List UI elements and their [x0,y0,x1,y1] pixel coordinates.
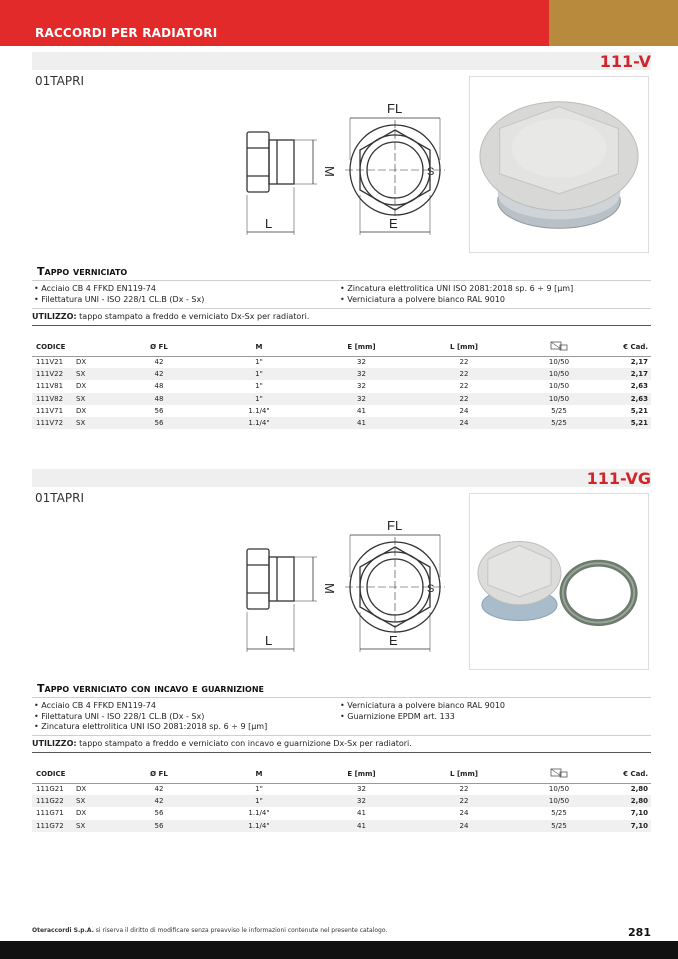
cell-price: 5,21 [599,417,651,429]
cell-e: 41 [357,809,366,818]
cell-pack: 10/50 [548,358,570,367]
cell-e: 32 [314,795,409,807]
label-l: L [265,633,273,648]
product-title: Tappo verniciato [37,265,128,278]
side-value: SX [76,419,86,428]
col-l: L [mm] [409,765,519,783]
cell-m: 1" [255,382,263,391]
table-body [32,356,651,429]
technical-drawing [235,100,450,235]
cell-codice [32,405,114,417]
label-e: E [389,216,398,231]
table-row [32,820,651,832]
code-value: 111G72 [36,821,64,830]
page-number: 281 [628,926,651,939]
col-m: M [204,338,314,356]
cell-fl: 48 [114,393,204,405]
side-value: DX [76,358,87,367]
cell-e: 32 [357,382,366,391]
top-banner [0,0,678,46]
side-value: DX [76,382,87,391]
divider [32,752,651,753]
table-row [32,783,651,795]
section-band [32,469,651,487]
cell-pack: 5/25 [551,406,567,415]
cell-fl: 42 [114,368,204,380]
divider [32,308,651,309]
usage-label: UTILIZZO: [32,739,77,748]
cell-pack: 5/25 [519,820,599,832]
label-s: S [427,583,435,595]
spec-item: • Filettatura UNI - ISO 228/1 CL.B (Dx - Sx) [34,711,205,721]
spec-item: • Acciaio CB 4 FFKD EN119-74 [34,284,156,293]
table-header [32,765,651,783]
cell-pack: 5/25 [519,417,599,429]
cell-l: 22 [409,368,519,380]
cell-pack: 10/50 [548,785,570,794]
divider [32,280,651,281]
cell-m: 1.1/4" [248,406,270,415]
cell-l: 22 [409,393,519,405]
cell-l: 22 [459,382,469,391]
technical-drawing [235,517,450,652]
table-row [32,795,651,807]
spec-item: • Verniciatura a polvere bianco RAL 9010 [340,294,505,304]
cell-price: 2,17 [630,358,648,367]
cell-codice [32,356,114,368]
code-value: 111G21 [36,785,64,794]
col-e: E [mm] [314,765,409,783]
col-fl: Ø FL [114,765,204,783]
col-l: L [mm] [409,338,519,356]
label-m: M [322,583,337,594]
cell-codice [32,368,114,380]
label-fl: FL [387,101,403,116]
cell-price: 2,63 [599,393,651,405]
label-s: S [427,166,435,178]
cell-e: 32 [357,358,366,367]
divider [32,697,651,698]
footer-disclaimer [32,927,387,934]
cell-price: 2,80 [599,795,651,807]
cell-codice [32,795,114,807]
code-value: 111V82 [36,394,64,403]
cell-codice [32,820,114,832]
col-fl: Ø FL [114,338,204,356]
code-value: 111G71 [36,809,64,818]
cell-codice [32,783,114,795]
section-band [32,52,651,70]
cell-price: 2,63 [630,382,648,391]
cell-e: 41 [314,417,409,429]
cell-m: 1" [204,393,314,405]
col-e: E [mm] [314,338,409,356]
cell-m: 1.1/4" [204,820,314,832]
cell-fl: 56 [154,406,164,415]
table-row [32,807,651,819]
col-price: € Cad. [599,765,651,783]
cell-codice [32,807,114,819]
col-price: € Cad. [599,338,651,356]
col-m: M [204,765,314,783]
code-value: 111V71 [36,406,64,415]
cell-price: 2,17 [599,368,651,380]
cell-pack: 10/50 [548,382,570,391]
cell-l: 22 [459,785,469,794]
product-code: 111-V [599,52,651,71]
side-value: DX [76,809,87,818]
cell-l: 24 [409,820,519,832]
banner-gold [549,0,678,46]
table-row [32,393,651,405]
cell-codice [32,417,114,429]
usage-note [32,312,309,321]
label-l: L [265,216,273,231]
cell-pack: 10/50 [519,393,599,405]
spec-list [32,284,651,308]
cell-pack: 10/50 [519,795,599,807]
usage-text: tappo stampato a freddo e verniciato con incavo e guarnizione Dx-Sx per radiatori. [76,739,412,748]
label-fl: FL [387,518,403,533]
spec-item: • Zincatura elettrolitica UNI ISO 2081:2018 sp. 6 ÷ 9 [μm] [340,284,574,293]
table-row [32,356,651,368]
cell-pack: 5/25 [551,809,567,818]
col-codice: CODICE [32,765,114,783]
bottom-bar [0,941,678,959]
cell-m: 1.1/4" [248,809,270,818]
cell-e: 41 [357,406,366,415]
table-row [32,368,651,380]
cell-price: 5,21 [630,406,648,415]
cell-m: 1" [204,795,314,807]
product-family: 01TAPRI [35,74,84,88]
cell-l: 24 [409,417,519,429]
cell-e: 32 [314,393,409,405]
side-value: SX [76,821,86,830]
packaging-icon [519,338,599,356]
cell-price: 7,10 [599,820,651,832]
side-value: DX [76,406,87,415]
usage-text: tappo stampato a freddo e verniciato Dx-Sx per radiatori. [76,312,310,321]
cell-l: 24 [459,406,469,415]
code-value: 111V81 [36,382,64,391]
cell-pack: 10/50 [519,368,599,380]
footer-company: Oteraccordi S.p.A. [32,927,94,934]
spec-item: • Verniciatura a polvere bianco RAL 9010 [340,701,505,710]
cell-l: 22 [459,358,469,367]
table-header [32,338,651,356]
cell-fl: 56 [154,809,164,818]
spec-list [32,701,651,734]
cell-m: 1.1/4" [204,417,314,429]
code-value: 111V22 [36,370,64,379]
table-row [32,380,651,392]
side-value: SX [76,370,86,379]
cell-m: 1" [204,368,314,380]
cell-price: 7,10 [630,809,648,818]
col-codice: CODICE [32,338,114,356]
label-m: M [322,166,337,177]
table-row [32,405,651,417]
product-title: Tappo verniciato con incavo e guarnizione [37,682,264,695]
cell-m: 1" [255,785,263,794]
cell-codice [32,380,114,392]
price-table [32,765,651,832]
side-value: SX [76,394,86,403]
product-code: 111-VG [586,469,651,488]
table-body [32,783,651,832]
banner-title: RACCORDI PER RADIATORI [35,26,218,40]
side-value: SX [76,797,86,806]
usage-label: UTILIZZO: [32,312,77,321]
cell-e: 32 [357,785,366,794]
cell-fl: 42 [154,785,164,794]
cell-codice [32,393,114,405]
code-value: 111V21 [36,358,64,367]
cell-e: 41 [314,820,409,832]
cell-fl: 42 [154,358,164,367]
cell-e: 32 [314,368,409,380]
side-value: DX [76,785,87,794]
product-photo [469,76,649,253]
spec-item: • Zincatura elettrolitica UNI ISO 2081:2018 sp. 6 ÷ 9 [μm] [34,722,268,731]
code-value: 111V72 [36,419,64,428]
cell-fl: 42 [114,795,204,807]
spec-item: • Filettatura UNI - ISO 228/1 CL.B (Dx - Sx) [34,294,205,304]
table-row [32,417,651,429]
packaging-icon [519,765,599,783]
spec-item: • Acciaio CB 4 FFKD EN119-74 [34,701,156,710]
product-photo [469,493,649,670]
cell-price: 2,80 [630,785,648,794]
label-e: E [389,633,398,648]
cell-l: 24 [459,809,469,818]
cell-fl: 48 [154,382,164,391]
footer-text: si riserva il diritto di modificare senza preavviso le informazioni contenute nel presente catalogo. [93,927,388,934]
divider [32,325,651,326]
spec-item: • Guarnizione EPDM art. 133 [340,711,455,721]
product-family: 01TAPRI [35,491,84,505]
cell-l: 22 [409,795,519,807]
usage-note [32,739,412,748]
cell-fl: 56 [114,417,204,429]
divider [32,735,651,736]
cell-fl: 56 [114,820,204,832]
price-table [32,338,651,429]
cell-m: 1" [255,358,263,367]
code-value: 111G22 [36,797,64,806]
